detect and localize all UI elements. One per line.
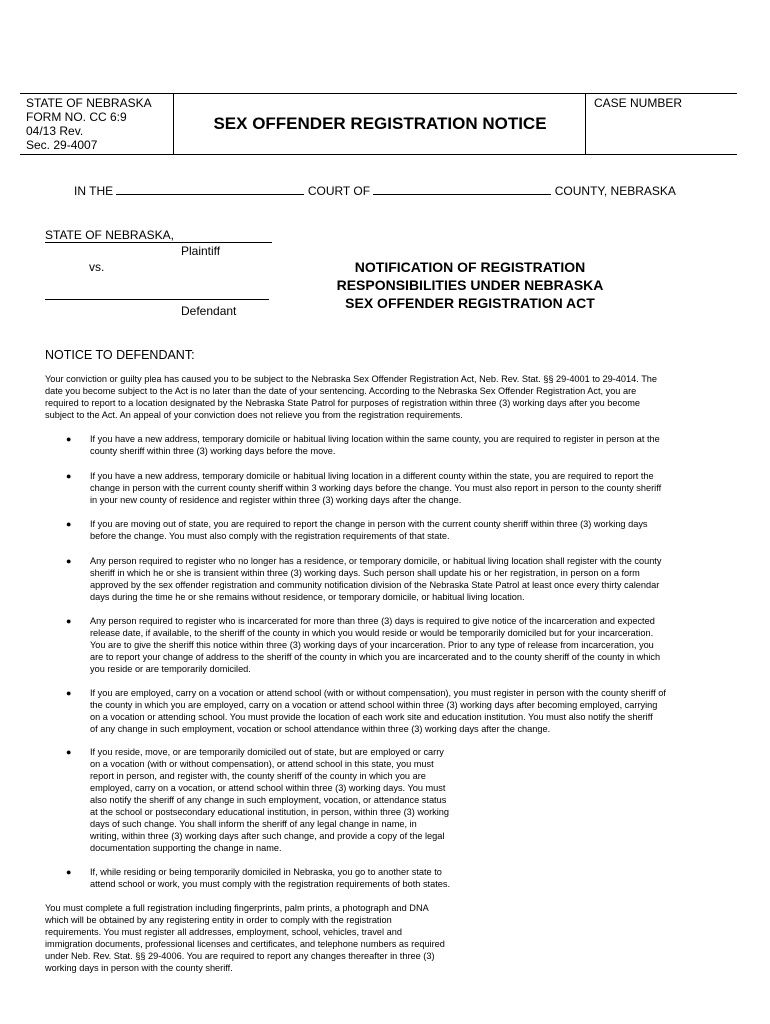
plaintiff-label: Plaintiff [181,244,221,258]
bullet-line: If you reside, move, or are temporarily domiciled out of state, but are employed or carry [90,747,444,757]
bullet-item [90,866,722,890]
bullet-item [90,746,722,854]
bullet-line: before the change. You must also comply with the registration requirements of that state. [90,531,450,541]
bullet-line: also notify the sheriff of any change in such employment, vocation, or attendance status [90,795,447,805]
court-of-label: COURT OF [307,184,371,198]
paragraph-line: which will be obtained by any registering entity in order to comply with the registration [45,915,392,925]
bullet-line: If you have a new address, temporary domicile or habitual living location in a different county within the state, you are required to report the [90,471,654,481]
form-number: FORM NO. CC 6:9 [26,110,127,124]
bullet-line: are to report your change of address to the sheriff of the county in which you are incarcerated and to the county sheriff of the county in which [90,652,661,662]
paragraph-line: subject to the Act. An appeal of your conviction does not relieve you from the registration requirements. [45,410,463,420]
bullet-line: in your new county of residence and register within three (3) working days after the change. [90,495,462,505]
bullet-line: days during the time he or she remains without residence, or temporary domicile, or habitual living location. [90,592,525,602]
bullet-line: release date, if available, to the sheriff of the county in which you would reside or would be temporarily domiciled but for your incarceration. [90,628,654,638]
paragraph-line: Your conviction or guilty plea has caused you to be subject to the Nebraska Sex Offender Registration Act, Neb. Rev. Stat. §§ 29-4001 to 29-4014. The [45,374,658,384]
bullet-icon: ● [66,616,72,626]
statute-section: Sec. 29-4007 [26,138,98,152]
state-label: STATE OF NEBRASKA [26,96,152,110]
bullet-line: You are to give the sheriff this notice within three (3) working days of your incarceration. Prior to any type of release from incarceration, you [90,640,654,650]
bullet-item [90,518,722,542]
case-caption [45,228,272,318]
bullet-line: on a vocation (with or without compensation), or attend school in this state, you must [90,759,434,769]
bullet-line: change in person with the current county sheriff within 3 working days before the change. You must also report in person to the county sheriff [90,483,662,493]
bullet-line: employed, carry on a vocation, or attend school within three (3) working days. You must [90,783,446,793]
bullet-line: you reside or are temporarily domiciled. [90,664,251,674]
bullet-line: writing, within three (3) working days after such change, and provide a copy of the legal [90,831,445,841]
bullet-line: If you have a new address, temporary domicile or habitual living location within the same county, you are required to register in person at the [90,434,660,444]
bullet-icon: ● [66,556,72,566]
notification-title-line: RESPONSIBILITIES UNDER NEBRASKA [336,277,604,293]
bullet-line: county sheriff within three (3) working days before the move. [90,446,336,456]
notification-title-line: NOTIFICATION OF REGISTRATION [354,259,586,275]
bullet-line: the county in which you are employed, carry on a vocation or attend school within three (3) working days after becoming employed, carrying [90,700,658,710]
revision-date: 04/13 Rev. [26,124,84,138]
defendant-label: Defendant [181,304,237,318]
bullet-line: approved by the sex offender registration and community notification division of the Nebraska State Patrol at least once every thirty calendar [90,580,660,590]
bullet-item [90,470,722,506]
bullet-line: If, while residing or being temporarily domiciled in Nebraska, you go to another state to [90,867,442,877]
bullet-item [90,687,722,735]
bullet-line: Any person required to register who is incarcerated for more than three (3) days is required to give notice of the incarceration and expected [90,616,655,626]
paragraph-line: date you become subject to the Act is no later than the date of your sentencing. According to the Nebraska Sex Offender Registration Act, you are [45,386,637,396]
bullet-icon: ● [66,688,72,698]
bullet-line: attend school or work, you must comply with the registration requirements of both states. [90,879,451,889]
bullet-item [90,555,722,603]
bullet-icon: ● [66,434,72,444]
defendant-name-blank[interactable] [45,287,269,300]
notification-title [320,258,620,312]
bullet-icon: ● [66,867,72,877]
paragraph-line: required to report to a location designated by the Nebraska State Patrol for purposes of registration within three (3) working days after you become [45,398,640,408]
paragraph-line: under Neb. Rev. Stat. §§ 29-4006. You are required to report any changes thereafter in three (3) [45,951,435,961]
bullet-line: sheriff in which he or she is transient within three (3) working days. Such person shall update his or her registration, in person on a form [90,568,640,578]
bullet-icon: ● [66,747,72,757]
bullet-line: days of such change. You shall inform the sheriff of any legal change in name, in [90,819,417,829]
bullet-line: report in person, and register with, the county sheriff of the county in which you are [90,771,426,781]
bullet-item [90,433,722,457]
bullet-line: documentation supporting the change in name. [90,843,282,853]
bullet-line: at the school or postsecondary educational institution, in person, within three (3) working [90,807,450,817]
county-label: COUNTY, NEBRASKA [554,184,676,198]
bullet-line: on a vocation or attending school. You must provide the location of each work site and education institution. You must also notify the sheriff [90,712,653,722]
bullet-icon: ● [66,471,72,481]
notification-title-line: SEX OFFENDER REGISTRATION ACT [345,295,595,311]
case-number-label: CASE NUMBER [594,96,683,110]
bullet-item [90,615,722,675]
form-title: SEX OFFENDER REGISTRATION NOTICE [213,114,547,133]
closing-paragraph [45,902,722,974]
plaintiff-name: STATE OF NEBRASKA, [45,229,272,243]
bullet-icon: ● [66,519,72,529]
in-the-label: IN THE [74,184,114,198]
case-number-box[interactable] [585,94,737,154]
paragraph-line: You must complete a full registration including fingerprints, palm prints, a photograph and DNA [45,903,429,913]
bullet-line: If you are moving out of state, you are required to report the change in person with the current county sheriff within three (3) working days [90,519,648,529]
paragraph-line: immigration documents, professional licenses and certificates, and telephone numbers as required [45,939,445,949]
form-header [20,93,737,155]
court-name-blank[interactable] [116,183,304,195]
bullet-line: If you are employed, carry on a vocation or attend school (with or without compensation), you must register in person with the county sheriff of [90,688,666,698]
notice-to-defendant-heading: NOTICE TO DEFENDANT: [45,348,195,362]
versus-label: vs. [89,260,105,274]
paragraph-line: working days in person with the county sheriff. [45,963,233,973]
bullet-line: Any person required to register who no longer has a residence, or temporary domicile, or habitual living location shall register with the county [90,556,662,566]
court-line [74,183,676,198]
form-identification [20,94,174,154]
paragraph-line: requirements. You must register all addresses, employment, school, vehicles, travel and [45,927,402,937]
county-name-blank[interactable] [373,183,551,195]
intro-paragraph [45,373,722,421]
bullet-line: of any change in such employment, vocation or school attendance within three (3) working days after the change. [90,724,551,734]
